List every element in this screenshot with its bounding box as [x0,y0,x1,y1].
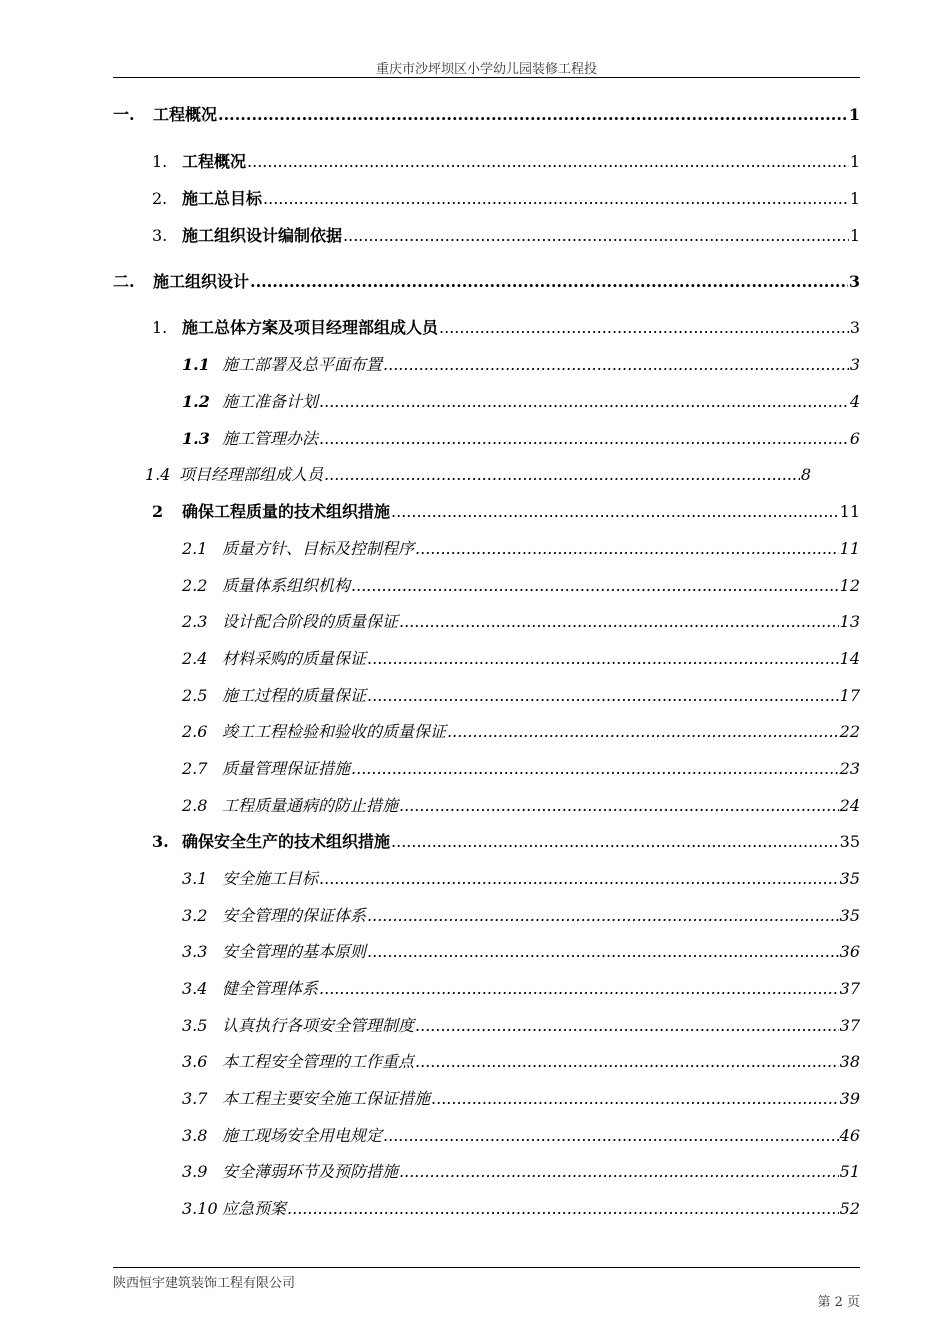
toc-entry-page: 35 [839,906,860,925]
toc-entry-title: 施工管理办法 [222,429,319,448]
toc-leader [431,1089,839,1108]
toc-entry-title: 竣工工程检验和验收的质量保证 [222,722,447,741]
toc-entry[interactable] [152,149,860,172]
toc-entry-title: 施工总目标 [182,189,263,208]
toc-entry-number: 3.8 [182,1126,208,1145]
toc-entry-title: 安全管理的基本原则 [222,942,367,961]
toc-entry-title: 安全薄弱环节及预防措施 [222,1162,399,1181]
toc-entry[interactable] [182,646,860,669]
toc-entry-title: 安全施工目标 [222,869,319,888]
toc-entry[interactable] [182,1159,860,1182]
toc-entry-page: 11 [839,539,860,558]
toc-entry[interactable] [182,536,860,559]
toc-entry-page: 1 [849,226,860,245]
toc-entry-title: 认真执行各项安全管理制度 [222,1016,415,1035]
toc-entry-page: 39 [839,1089,860,1108]
toc-leader [399,1162,839,1181]
toc-entry-title: 本工程主要安全施工保证措施 [222,1089,431,1108]
toc-leader [351,576,839,595]
toc-entry-title: 施工总体方案及项目经理部组成人员 [182,318,439,337]
toc-entry-title: 确保安全生产的技术组织措施 [182,832,391,851]
toc-entry-title: 工程质量通病的防止措施 [222,796,399,815]
toc-entry-number: 3. [152,226,168,245]
toc-entry-page: 24 [839,796,860,815]
toc-entry-number: 3.10 [182,1199,218,1218]
toc-entry-number: 2.8 [182,796,208,815]
toc-leader [367,906,839,925]
toc-entry-number: 一. [113,105,135,124]
toc-entry-page: 37 [839,979,860,998]
toc-entry-number: 3.2 [182,906,208,925]
toc-entry-page: 8 [800,465,811,484]
toc-entry[interactable] [182,1123,860,1146]
toc-entry-title: 质量体系组织机构 [222,576,351,595]
toc-entry-number: 2.4 [182,649,208,668]
toc-leader [391,502,839,521]
toc-entry-page: 13 [839,612,860,631]
toc-leader [383,1126,839,1145]
toc-entry-page: 1 [849,152,860,171]
page-header: 重庆市沙坪坝区小学幼儿园装修工程投 [375,62,597,77]
toc-entry[interactable] [182,426,860,449]
toc-entry[interactable] [182,1049,860,1072]
toc-entry-page: 52 [839,1199,860,1218]
toc-entry[interactable] [182,1013,860,1036]
toc-entry-number: 2.6 [182,722,208,741]
toc-leader [351,759,839,778]
toc-entry-title: 确保工程质量的技术组织措施 [182,502,391,521]
toc-entry-page: 36 [839,942,860,961]
toc-entry-page: 17 [839,686,860,705]
toc-leader [367,942,839,961]
toc-entry-title: 施工准备计划 [222,392,319,411]
toc-leader [343,226,849,245]
toc-entry[interactable] [182,573,860,596]
toc-entry-title: 质量方针、目标及控制程序 [222,539,415,558]
toc-entry-number: 3. [152,832,169,851]
toc-entry-number: 3.5 [182,1016,208,1035]
toc-entry-title: 施工组织设计 [153,272,250,291]
toc-entry-page: 6 [849,429,860,448]
toc-leader [415,539,839,558]
toc-leader [447,722,839,741]
toc-entry-page: 11 [839,502,860,521]
toc-entry-number: 3.9 [182,1162,208,1181]
toc-entry-title: 项目经理部组成人员 [179,465,324,484]
toc-entry-number: 1.1 [182,355,210,374]
toc-entry-title: 施工现场安全用电规定 [222,1126,383,1145]
footer-page-number: 第 2 页 [817,1295,860,1310]
toc-entry-title: 工程概况 [153,105,218,124]
toc-entry-page: 3 [848,272,860,291]
toc-entry-page: 37 [839,1016,860,1035]
toc-leader [287,1199,839,1218]
toc-entry[interactable] [182,756,860,779]
toc-entry[interactable] [182,719,860,742]
toc-leader [218,105,848,124]
toc-entry-number: 3.7 [182,1089,208,1108]
toc-leader [399,796,839,815]
toc-entry[interactable] [182,866,860,889]
toc-leader [439,318,849,337]
toc-entry[interactable] [152,499,860,522]
footer-rule [113,1267,860,1268]
header-rule [113,77,860,78]
toc-entry-number: 3.6 [182,1052,208,1071]
toc-entry[interactable] [182,389,860,412]
toc-entry[interactable] [113,102,860,125]
toc-entry-number: 2.5 [182,686,208,705]
toc-entry[interactable] [182,683,860,706]
toc-leader [319,979,839,998]
toc-leader [324,465,800,484]
toc-leader [319,429,849,448]
toc-leader [263,189,849,208]
toc-entry-title: 工程概况 [182,152,247,171]
toc-leader [415,1052,839,1071]
toc-entry-page: 46 [839,1126,860,1145]
toc-entry[interactable] [182,939,860,962]
toc-entry-title: 施工部署及总平面布置 [222,355,383,374]
toc-entry[interactable] [182,609,860,632]
toc-entry-page: 23 [839,759,860,778]
toc-entry[interactable] [182,352,860,375]
toc-entry-number: 3.4 [182,979,208,998]
toc-entry-title: 施工组织设计编制依据 [182,226,343,245]
toc-leader [399,612,839,631]
toc-entry-title: 施工过程的质量保证 [222,686,367,705]
toc-entry[interactable] [182,903,860,926]
toc-entry[interactable] [145,462,811,485]
toc-entry-number: 2.3 [182,612,208,631]
toc-entry-page: 38 [839,1052,860,1071]
toc-entry-page: 35 [839,832,860,851]
toc-entry[interactable] [182,976,860,999]
toc-entry-page: 3 [849,318,860,337]
toc-entry-page: 51 [839,1162,860,1181]
toc-leader [415,1016,839,1035]
toc-entry-title: 材料采购的质量保证 [222,649,367,668]
toc-entry[interactable] [152,315,860,338]
toc-leader [319,392,849,411]
toc-entry-number: 二. [113,272,135,291]
toc-entry-number: 3.3 [182,942,208,961]
toc-leader [319,869,839,888]
toc-entry-number: 2. [152,189,168,208]
toc-entry-page: 14 [839,649,860,668]
toc-entry-number: 2.2 [182,576,208,595]
toc-leader [367,686,839,705]
toc-entry-page: 3 [849,355,860,374]
toc-leader [247,152,849,171]
toc-entry-number: 2.7 [182,759,208,778]
footer-company: 陕西恒宇建筑装饰工程有限公司 [113,1276,296,1291]
toc-entry[interactable] [152,186,860,209]
toc-entry-number: 1. [152,318,168,337]
toc-entry-number: 2 [152,502,164,521]
toc-entry-title: 本工程安全管理的工作重点 [222,1052,415,1071]
toc-entry-number: 2.1 [182,539,208,558]
toc-leader [391,832,839,851]
toc-entry-number: 3.1 [182,869,208,888]
toc-leader [367,649,839,668]
toc-leader [383,355,849,374]
toc-entry-title: 设计配合阶段的质量保证 [222,612,399,631]
toc-entry-page: 35 [839,869,860,888]
toc-entry-title: 安全管理的保证体系 [222,906,367,925]
toc-entry-number: 1. [152,152,168,171]
toc-entry-page: 1 [848,105,860,124]
toc-entry[interactable] [182,1086,860,1109]
toc-entry-title: 健全管理体系 [222,979,319,998]
toc-entry-page: 12 [839,576,860,595]
toc-entry-number: 1.4 [145,465,171,484]
toc-entry-number: 1.3 [182,429,210,448]
toc-entry-number: 1.2 [182,392,210,411]
toc-entry[interactable] [182,1196,860,1219]
toc-entry[interactable] [152,223,860,246]
toc-entry-page: 1 [849,189,860,208]
toc-entry[interactable] [182,793,860,816]
toc-leader [250,272,848,291]
toc-entry-page: 4 [849,392,860,411]
toc-entry-title: 质量管理保证措施 [222,759,351,778]
toc-entry[interactable] [113,269,860,292]
toc-entry[interactable] [152,829,860,852]
toc-entry-page: 22 [839,722,860,741]
toc-entry-title: 应急预案 [222,1199,287,1218]
